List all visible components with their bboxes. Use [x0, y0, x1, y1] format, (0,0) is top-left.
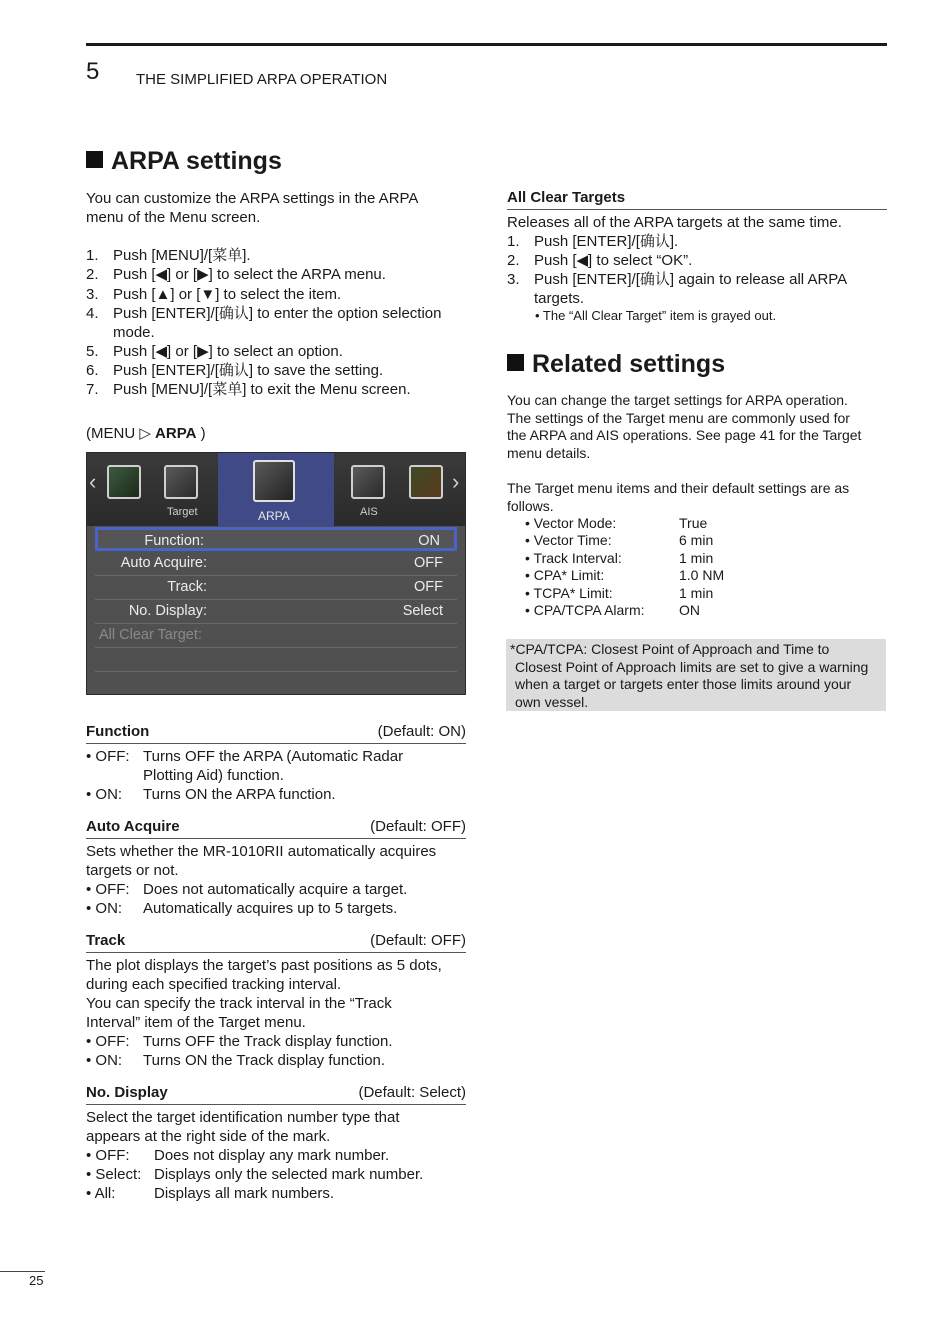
- all-clear-note: • The “All Clear Target” item is grayed out.: [535, 308, 777, 323]
- menu-right-arrow-icon[interactable]: ›: [452, 469, 460, 494]
- auto-acquire-description: Sets whether the MR-1010RII automatically acquires targets or not.: [86, 843, 437, 879]
- related-settings-heading: Related settings: [507, 350, 725, 379]
- all-clear-description: Releases all of the ARPA targets at the same time.: [507, 214, 842, 231]
- menu-row-empty: [95, 648, 457, 672]
- menu-row-auto-acquire[interactable]: Auto Acquire: OFF: [95, 552, 457, 576]
- arpa-menu-screenshot: [86, 452, 466, 695]
- all-clear-heading: All Clear Targets: [507, 189, 887, 210]
- target-icon[interactable]: [164, 465, 198, 499]
- auto-acquire-heading: Auto Acquire (Default: OFF): [86, 818, 466, 839]
- menu-left-arrow-icon[interactable]: ‹: [89, 469, 97, 494]
- arpa-icon[interactable]: [253, 460, 295, 502]
- function-heading: Function (Default: ON): [86, 723, 466, 744]
- page-number: 25: [29, 1273, 44, 1288]
- arpa-settings-heading: ARPA settings: [86, 147, 282, 176]
- radar-icon[interactable]: [107, 465, 141, 499]
- no-display-heading: No. Display (Default: Select): [86, 1084, 466, 1105]
- chapter-title: THE SIMPLIFIED ARPA OPERATION: [136, 71, 388, 88]
- function-option-off: • OFF: Turns OFF the ARPA (Automatic Radar Plotting Aid) function.: [86, 748, 404, 784]
- track-description: The plot displays the target’s past positions as 5 dots, during each specified tracking interval. You can specify the track interval in the “Track Interval” item of the Target menu.: [86, 957, 442, 1031]
- square-bullet-icon: [507, 354, 524, 371]
- header-rule: [86, 43, 887, 46]
- chapter-number: 5: [86, 58, 100, 85]
- cpa-tcpa-note: *CPA/TCPA: Closest Point of Approach and Time to Closest Point of Approach limits are set to give a warning when a target or targets enter those limits around your own vessel.: [510, 641, 869, 710]
- track-heading: Track (Default: OFF): [86, 932, 466, 953]
- arpa-intro: You can customize the ARPA settings in the ARPA menu of the Menu screen.: [86, 190, 419, 226]
- tab-ais-label: AIS: [360, 506, 378, 518]
- tab-target-label: Target: [167, 506, 198, 518]
- menu-row-function[interactable]: Function: ON: [95, 527, 457, 551]
- tab-arpa-label: ARPA: [258, 509, 290, 523]
- chart-icon[interactable]: [409, 465, 443, 499]
- menu-path: (MENU ▷ ARPA ): [86, 425, 206, 442]
- related-settings-paragraph-2: The Target menu items and their default settings are as follows.: [507, 480, 850, 514]
- menu-row-all-clear-target: All Clear Target:: [95, 624, 457, 648]
- menu-row-track[interactable]: Track: OFF: [95, 576, 457, 600]
- footer-rule: [0, 1271, 45, 1272]
- ais-icon[interactable]: [351, 465, 385, 499]
- related-settings-paragraph-1: You can change the target settings for ARPA operation. The settings of the Target menu are commonly used for the ARPA and AIS operations. See page 41 for the Target menu details.: [507, 392, 862, 461]
- square-bullet-icon: [86, 151, 103, 168]
- no-display-description: Select the target identification number type that appears at the right side of the mark.: [86, 1109, 400, 1145]
- menu-row-no-display[interactable]: No. Display: Select: [95, 600, 457, 624]
